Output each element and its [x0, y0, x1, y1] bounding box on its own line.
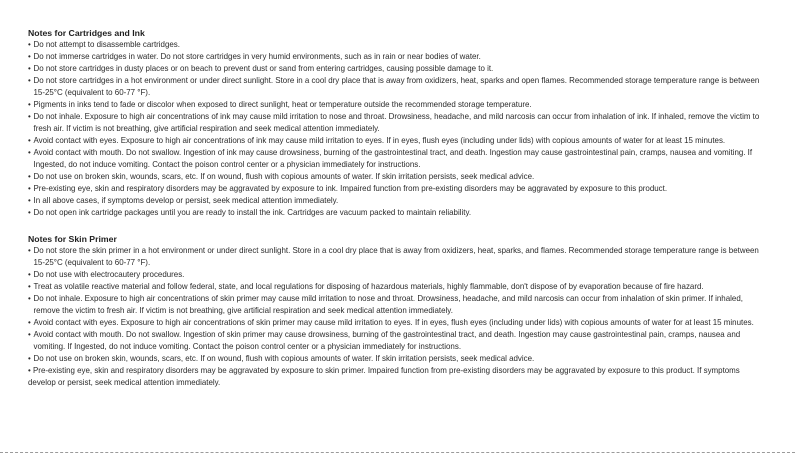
list-item — [28, 147, 768, 171]
list-item — [28, 207, 768, 219]
list-item — [28, 135, 768, 147]
bullet-icon: • — [28, 318, 31, 327]
bullet-icon: • — [28, 64, 31, 73]
list-item-text: Treat as volatile reactive material and follow federal, state, and local regulations for disposing of hazardous materials, highly flammable, don't dispose of by evaporation because of fire hazard. — [33, 282, 704, 291]
bullet-icon: • — [28, 282, 31, 291]
bullet-icon: • — [28, 136, 31, 145]
list-item — [28, 293, 768, 317]
bullet-icon: • — [28, 196, 31, 205]
list-item-text: Do not inhale. Exposure to high air concentrations of ink may cause mild irritation to nose and throat. Drowsiness, headache, and mild narcosis can occur from inhalation of ink. If inhaled, remove the victim to fresh air. If victim is not breathing, give artificial respiration and seek medical attention immediately. — [33, 112, 760, 133]
list-item — [28, 245, 768, 269]
list-item — [28, 281, 768, 293]
list-item — [28, 269, 768, 281]
section-title: Notes for Skin Primer — [28, 234, 117, 244]
bullet-icon: • — [28, 172, 31, 181]
list-item-text: Do not store cartridges in dusty places or on beach to prevent dust or sand from entering cartridges, causing possible damage to it. — [33, 64, 494, 73]
cartridges-ink-section — [28, 27, 768, 219]
bullet-icon: • — [28, 40, 31, 49]
bullet-icon: • — [28, 330, 31, 339]
list-item — [28, 195, 768, 207]
list-item — [28, 171, 768, 183]
list-item-text: Avoid contact with mouth. Do not swallow. Ingestion of skin primer may cause drowsiness, burning of the gastrointestinal tract, and death. Ingestion may cause gastrointestinal pain, cramps, nausea and vomiting. If Ingested, do not induce vomiting. Contact the poison control center or a physician immediately for instructions. — [33, 330, 741, 351]
cartridges-ink-list — [28, 39, 768, 219]
skin-primer-list — [28, 245, 768, 389]
list-item-text: Do not use with electrocautery procedures. — [33, 270, 185, 279]
list-item — [28, 353, 768, 365]
skin-primer-section — [28, 233, 768, 389]
bullet-icon: • — [28, 366, 31, 375]
list-item-text: Do not attempt to disassemble cartridges. — [33, 40, 180, 49]
bullet-icon: • — [28, 52, 31, 61]
list-item — [28, 183, 768, 195]
list-item-text: Avoid contact with eyes. Exposure to high air concentrations of ink may cause mild irritation to eyes. If in eyes, flush eyes (including under lids) with copious amounts of water for at least 15 minutes. — [33, 136, 726, 145]
list-item — [28, 51, 768, 63]
bullet-icon: • — [28, 246, 31, 255]
list-item — [28, 63, 768, 75]
list-item — [28, 329, 768, 353]
list-item — [28, 365, 768, 389]
list-item-text: Avoid contact with eyes. Exposure to high air concentrations of skin primer may cause mild irritation to eyes. If in eyes, flush eyes (including under lids) with copious amounts of water for at least 15 minutes. — [33, 318, 754, 327]
list-item-text: In all above cases, if symptoms develop or persist, seek medical attention immediately. — [33, 196, 339, 205]
bullet-icon: • — [28, 100, 31, 109]
list-item-text: Do not use on broken skin, wounds, scars, etc. If on wound, flush with copious amounts of water. If skin irritation persists, seek medical advice. — [33, 354, 535, 363]
bullet-icon: • — [28, 294, 31, 303]
list-item-text: Do not use on broken skin, wounds, scars, etc. If on wound, flush with copious amounts of water. If skin irritation persists, seek medical advice. — [33, 172, 535, 181]
list-item-text: Do not immerse cartridges in water. Do not store cartridges in very humid environments, such as in rain or near bodies of water. — [33, 52, 481, 61]
bullet-icon: • — [28, 148, 31, 157]
list-item-text: Pigments in inks tend to fade or discolor when exposed to direct sunlight, heat or temperature outside the recommended storage temperature. — [33, 100, 532, 109]
list-item-text: Avoid contact with mouth. Do not swallow. Ingestion of ink may cause drowsiness, burning of the gastrointestinal tract, and death. Ingestion may cause gastrointestinal pain, cramps, nausea and vomiting. If Ingested, do not induce vomiting. Contact the poison control center or a physician immediately for instructions. — [33, 148, 753, 169]
list-item-text: Pre-existing eye, skin and respiratory disorders may be aggravated by exposure to ink. Impaired function from pre-existing disorders may be aggravated by exposure to this product. — [33, 184, 668, 193]
list-item-text: Do not open ink cartridge packages until you are ready to install the ink. Cartridges are vacuum packed to maintain reliability. — [33, 208, 472, 217]
bullet-icon: • — [28, 184, 31, 193]
bullet-icon: • — [28, 270, 31, 279]
list-item — [28, 75, 768, 99]
list-item — [28, 111, 768, 135]
section-title: Notes for Cartridges and Ink — [28, 28, 145, 38]
bullet-icon: • — [28, 76, 31, 85]
list-item — [28, 317, 768, 329]
bullet-icon: • — [28, 354, 31, 363]
safety-notes-document — [28, 27, 768, 389]
list-item-text: Pre-existing eye, skin and respiratory disorders may be aggravated by exposure to skin primer. Impaired function from pre-existing disorders may be aggravated by exposure to this product. If symptoms develop or persist, seek medical attention immediately. — [28, 366, 740, 387]
list-item — [28, 39, 768, 51]
list-item-text: Do not store cartridges in a hot environment or under direct sunlight. Store in a cool dry place that is away from oxidizers, heat, sparks and open flames. Recommended storage temperature range is between 15-25°C (equivalent to 60-77 °F). — [33, 76, 760, 97]
list-item — [28, 99, 768, 111]
list-item-text: Do not inhale. Exposure to high air concentrations of skin primer may cause mild irritation to nose and throat. Drowsiness, headache, and mild narcosis can occur from inhalation of skin primer. If inhaled, remove the victim to fresh air. If victim is not breathing, give artificial respiration and seek medical attention immediately. — [33, 294, 743, 315]
bullet-icon: • — [28, 208, 31, 217]
list-item-text: Do not store the skin primer in a hot environment or under direct sunlight. Store in a cool dry place that is away from oxidizers, heat, sparks, and flames. Recommended storage temperature range is between 15-25°C (equivalent to 60-77 °F). — [33, 246, 759, 267]
bullet-icon: • — [28, 112, 31, 121]
